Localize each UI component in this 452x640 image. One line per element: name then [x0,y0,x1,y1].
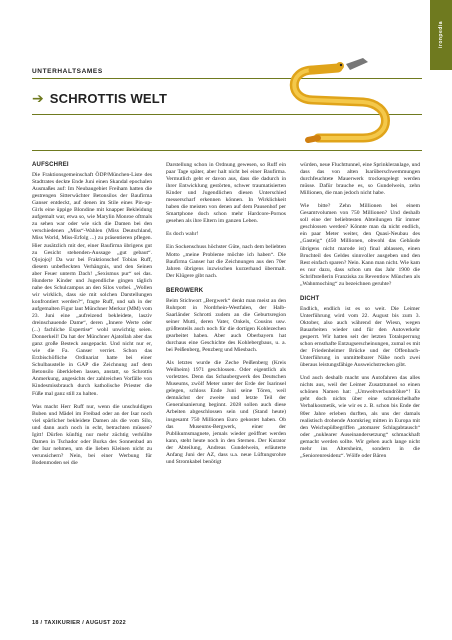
arrow-right-icon: ➔ [32,90,44,106]
paragraph: Es doch wahr! [166,231,199,238]
headline [32,90,167,107]
paragraph: Was macht Herr Ruff nur, wenn die unschuldigen Buben und Mädel im Freibad oder an der Isar noch viel spärlicher bekleidete Damen als die vom Silo, und dann auch noch in echt, betrachten müssen? Igitt! Dürfen künftig nur mehr züchtig verhüllte Damen in Tschador oder Burka des Sonnenbad an der Isar nehmen, um die lieben Kleinen nicht zu verunsichern? Nein, bei einer Werbung für Bodenmoden sei die [32,403,152,466]
paragraph: Ein Sockenschuss höchster Güte, nach dem beliebten Motto „meine Probleme möchte ich haben“. Die Baufirma Ganser hat die Zeichnungen aus den 70er Jahren übrigens inzwischen kurzerhand übermalt. Der Klügere gibt nach. [166,244,286,279]
section-heading-dicht: DICHT [300,295,320,302]
page-title: SCHROTTIS WELT [49,91,168,106]
paperclip-snake-icon [268,50,418,155]
section-heading-bergwerk: BERGWERK [166,287,204,294]
section-kicker: UNTERHALTSAMES [32,68,103,75]
paragraph: Darstellung schon in Ordnung gewesen, so Ruff ein paar Tage später, aber halt nicht bei einer Baufirma. Vermutlich geht er davon aus, dass die dadurch in ihrer Entwicklung gestörten, schwer traumatisierten Kinder und Jugendlichen diesen Unterschied messerscharf erkennen können. In Wirklichkeit haben die meisten von denen auf dem Pausenhof per Smartphone doch schon mehr Hardcore-Pornos gesehen als ihre Eltern im ganzen Leben. [166,162,286,225]
column-3 [300,162,420,466]
paragraph: Als letztes wurde die Zeche Peißenberg (Kreis Weilheim) 1971 geschlossen. Oder eigentlich als vorletztes. Denn das Schaubergwerk des Deutschen Museums, zwölf Meter unter der Erde der Isarinsel gelegen, schloss Ende Juni seine Tören, weil demnächst der zweite und letzte Teil der Generalsanierung beginnt. 2028 sollen auch diese Arbeiten abgeschlossen sein und (Stand heute) insgesamt 750 Millionen Euro gekostet haben. Ob das Museums-Bergwerk, einer der Publikumsmagnete, jemals wieder geöffnet werden kann, steht heute noch in den Sternen. Der Kurator der Abteilung, Andreas Gundelwein, erläuterte Anfang Juni der AZ, dass u.a. neue Lüftungsrohre und Stromkabel benötigt [166,360,286,465]
column-1 [32,162,152,473]
paragraph: Beim Stichwort „Bergwerk“ denkt man meist an den Ruhrpott in Nordrhein-Westfalen, der Halb-Saarländer Schrotti zudem an die Geburtsregion seiner Mutti, deren Vater, Onkels, Cousins usw. größtenteils auch noch für die dortigen Kohlezechen gearbeitet haben. Aber auch Oberbayern hat durchaus eine Geschichte des Kohlebergbaus, u. a. bei Peißenberg, Penzberg und Miesbach. [166,297,286,354]
side-tab-label: ironpedia [438,21,444,49]
paragraph: Und auch deshalb macht uns Autofahren das alles nichts aus, weil der Leimer Zusatztunnel so einen schönen Namen hat: „Umweltverbundröhre“! Es geht doch nichts über eine schmeichelhafte Verbalkosmetik, wie wir es z. B. schon bis Ende der 80er Jahre erleben durften, als uns der damals realistisch drohende Atomkrieg mitten in Europa mit den Weichspülbegriffen „atomarer Schlagabtausch“ oder „nuklearer Auseinandersetzung“ schmackhaft gemacht werden sollte. Wir gehen auch lange nicht mehr ins Altersheim, sondern in die „Seniorenresidenz“. Wölfe oder Bären [300,375,420,459]
columns-divider [32,150,422,151]
paragraph: Wie bitte? Zehn Millionen bei einem Gesamtvolumen von 750 Millionen? Und deshalb soll eine der beliebtesten Abteilungen für immer geschlossen werden? Könnte man da nicht endlich, ein paar Meter weiter, den Quasi-Neubau des „Gasteig“ (450 Millionen, obwohl das Gebäude übrigens nicht marode ist) final ablassen, einen Bruchteil des Geldes sinnvoller ausgeben und den Rest einfach sparen? Nein. Kann man nicht. Wie kam es nur dazu, dass schon um das Jahr 1900 die Schriftstellerin Franziska zu Reventlow München als „Wahnmoching“ zu bezeichnen geruhte? [300,203,420,287]
paragraph: würden, neue Fluchttunnel, eine Sprinkleranlage, und dass das von alten Isarüberschwemmungen durchfeuchtete Mauerwerk trockengelegt werden müsse. Dafür brauche es, so Gundelwein, zehn Millionen, die man jedoch nicht habe. [300,162,420,197]
section-side-tab [430,0,452,70]
column-2 [166,162,286,472]
paragraph: Endlich, endlich ist es so weit. Die Leimer Unterführung wird vom 22. August bis zum 3. Oktober, also auch während der Wiesn, wegen Bauarbeiten wieder und für den Autoverkehr gesperrt. Wir hatten seit der letzten Totalsperrung schon ernsthafte Entzugserscheinungen, zumal es mit der Friedenheimer Brücke und der Offenbach-Unterführung in unmittelbarer Nähe noch zwei überaus leistungsfähige Ausweichstrecken gibt. [300,305,420,369]
section-heading-aufschrei: AUFSCHREI [32,162,69,168]
paragraph: Die Fraktionsgemeinschaft ÖDP/München-Liste des Stadtrates deckte Ende Juni einen Skandal epochalen Ausmaßes auf: Im Neubaugebiet Freiham hatten die gestrengen Sitterwächter Betonsilos der Baufirma Ganser entdeckt, auf denen im Stile eines Pin-up-Girls eine üppige Blondine mit knapper Bekleidung aufgemalt war, etwa so, wie Marylin Monroe oftmals zu sehen war oder wie sich die Damen bei den verschiedenen „Miss“-Wahlen (Miss Deutschland, Miss World, Miss-Erfolg ...) zu präsentieren pflegen. Hier zusätzlich mit der, einer Baufirma übrigens gut zu Gesicht stehenden-Aussage „gut gebaut“. Ojojojoj! Da war bei Fraktionschef Tobias Ruff, diesem unbefleckten Verhängnis, und den Seinen aber Feuer unterm Dach! „Sexismus pur“ sei das. Hunderte Kinder und Jugendliche gingen täglich nahe des Schulcampus an den Silos vorbei. „Wollen wir wirklich, dass sie mit solchen Darstellungen konfrontiert werden?“, fragte Ruff, und sah in der aufgemalten Figur laut Münchner Merkur (MM) vom 23. Juni eine „aufreizend bekleidete, lasziv dreinschauende Dame“, deren „Innere Werte oder (...) fachliche Expertise“ wohl unwichtig seien. Donnerkeil! Da hat der Münchner Ajatollah aber das ganz große Besteck ausgepackt. Und nicht nur er, wie die Fa. Ganser verriet. Schon das Erzbischöfliche Ordinariat hatte bei einer Schulbaustelle in GAP die Zeichnung auf dem Betonsilo überkleben lassen, anstatt, so Schrottis Anmerkung, angesichts der zahlreichen Vorfälle von Kindesmissbrauch durch katholische Priester die Füße mal ganz still zu halten. [32,172,152,397]
page-footer: 18 / TAXIKURIER / AUGUST 2022 [32,620,126,626]
